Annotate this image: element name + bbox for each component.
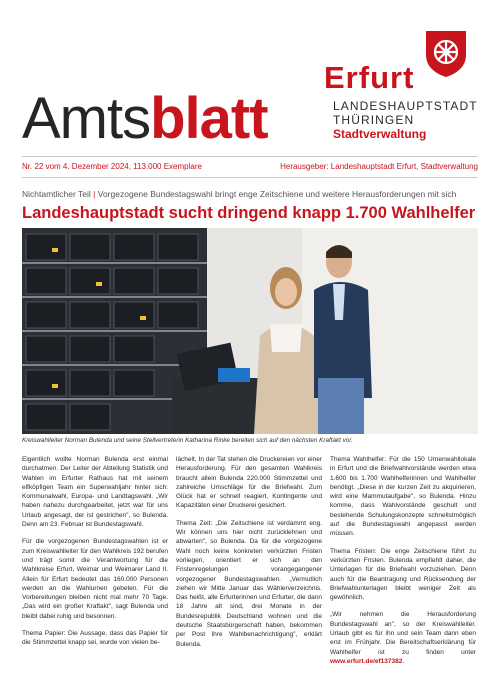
paragraph: Für die vorgezogenen Bundestagswahlen ist er zum Kreiswahlleiter für den Wahlkreis 192 berufen und trägt somit die Verantwortung für die Wahlkreise Erfurt, Weimar und Weimarer Land II. Allein für Erfurt bedeutet das 160.000 Personen werden an die Wahlurnen gebeten. Für die Vorbereitungen bleiben nicht mal mehr 70 Tage. „Das wird ein großer Kraftakt", sagt Bulenda und bleibt dabei ruhig und besonnen. (22, 538, 168, 620)
city-status-line: LANDESHAUPTSTADT (333, 99, 478, 113)
issue-info: Nr. 22 vom 4. Dezember 2024, 113.000 Exemplare (22, 162, 202, 171)
city-name: Erfurt (324, 60, 415, 95)
article-kicker (22, 189, 456, 199)
paragraph: Thema Fristen: Die enge Zeitschiene führt zu verkürzten Fristen. Bulenda empfiehlt daher, die Unterlagen für die Briefwahl vorzuziehen. Denn auch für die Beantragung und Rücksendung der Briefwahlunterlagen bleibt weniger Zeit als gewöhnlich. (330, 547, 476, 602)
bottom-rule (22, 177, 478, 178)
paragraph: Eigentlich wollte Norman Bulenda erst einmal durchatmen. Der Leiter der Abteilung Statistik und Wahlen im Erfurter Rathaus hat mit seinem elfköpfigen Team ein Superwahljahr hinter sich: Kommunalwahl, Europa- und Landtagswahl. „Wir haben nahezu durchgearbeitet, jetzt war für uns Urlaub angesagt, der ist gestrichen", so Bulenda. Denn am 23. Februar ist Bundestagswahl. (22, 456, 168, 529)
article-headline: Landeshauptstadt sucht dringend knapp 1.700 Wahlhelfer (22, 204, 476, 222)
state-name: THÜRINGEN (333, 113, 415, 127)
publication-title (22, 86, 268, 151)
paragraph (330, 610, 476, 666)
text-column-1 (22, 455, 168, 656)
section-label: Nichtamtlicher Teil (22, 189, 91, 199)
title-part-2: blatt (150, 86, 268, 151)
text-column-3 (330, 455, 476, 674)
title-part-1: Amts (22, 86, 151, 151)
city-administration: Stadtverwaltung (333, 127, 427, 141)
paragraph-text: „Wir nehmen die Herausforderung Bundestagswahl an", so der Kreiswahlleiter. Urlaub gibt es für ihn und sein Team dann eben erst im Frühjahr. Die Bereitschaftserklärung für Wahlhelfer ist zu finden unter (330, 611, 476, 656)
kicker-text: Vorgezogene Bundestagswahl bringt enge Zeitschiene und weitere Herausforderungen mit sich (97, 189, 457, 199)
article-photo (22, 228, 478, 434)
text-column-2 (176, 455, 322, 657)
erfurt-wheel-crest-icon (424, 31, 468, 77)
kicker-separator: | (90, 189, 98, 199)
paragraph: Thema Papier: Die Aussage, dass das Papier für die Stimmzettel knapp sei, wurde von vielen be- (22, 630, 168, 647)
paragraph: Thema Wahlhelfer: Für die 150 Urnenwahllokale in Erfurt und die Briefwahlvorstände werden etwa 1.600 bis 1.700 Wahlhelferinnen und Wahlhelfer benötigt. „Diese in der kurzen Zeit zu akquirieren, wird eine Mammutaufgabe", so Bulenda. Hinzu komme, dass Wahlvorstände geschult und bestehende Schulungskonzepte schnellstmöglich auf die Bundestagswahl angepasst werden müssen. (330, 456, 476, 538)
volunteer-link[interactable]: www.erfurt.de/ef137382 (330, 657, 403, 665)
paragraph: lächelt. In der Tat stehen die Druckereien vor einer Herausforderung. Für den gesamten Wahlkreis braucht allein Bulenda 220.000 Stimmzettel und zahlreiche Umschläge für die Briefwahl. Zum Glück hat er schnell reagiert, Kontingente und Kapazitäten einer Druckerei gesichert. (176, 456, 322, 510)
top-rule (22, 156, 478, 157)
paragraph: Thema Zeit: „Die Zeitschiene ist verdammt eng. Wir können uns hier nicht zurücklehnen und abwarten", so Bulenda. Da für die vorgezogene Wahl noch keine konkreten verkürzten Fristen vorliegen, orientiert er sich an den Fristenregelungen vorangegangener vorgezogener Bundestagswahlen. „Vermutlich ziehen wir Mitte Januar das Wählerverzeichnis. Das heißt, alle Erfurterinnen und Erfurter, die dann 18 Jahre alt sind, drei Monate in der Bundesrepublik Deutschland wohnen und die deutsche Staatsbürgerschaft haben, bekommen per Post ihre Wahlbenachrichtigung", erklärt Bulenda. (176, 519, 322, 648)
link-suffix: . (402, 657, 405, 665)
photo-caption: Kreiswahlleiter Norman Bulenda und seine Stellvertreterin Katharina Rinke bereiten sich auf den nächsten Kraftakt vor. (22, 437, 353, 444)
publisher-info: Herausgeber: Landeshauptstadt Erfurt, Stadtverwaltung (280, 162, 478, 171)
